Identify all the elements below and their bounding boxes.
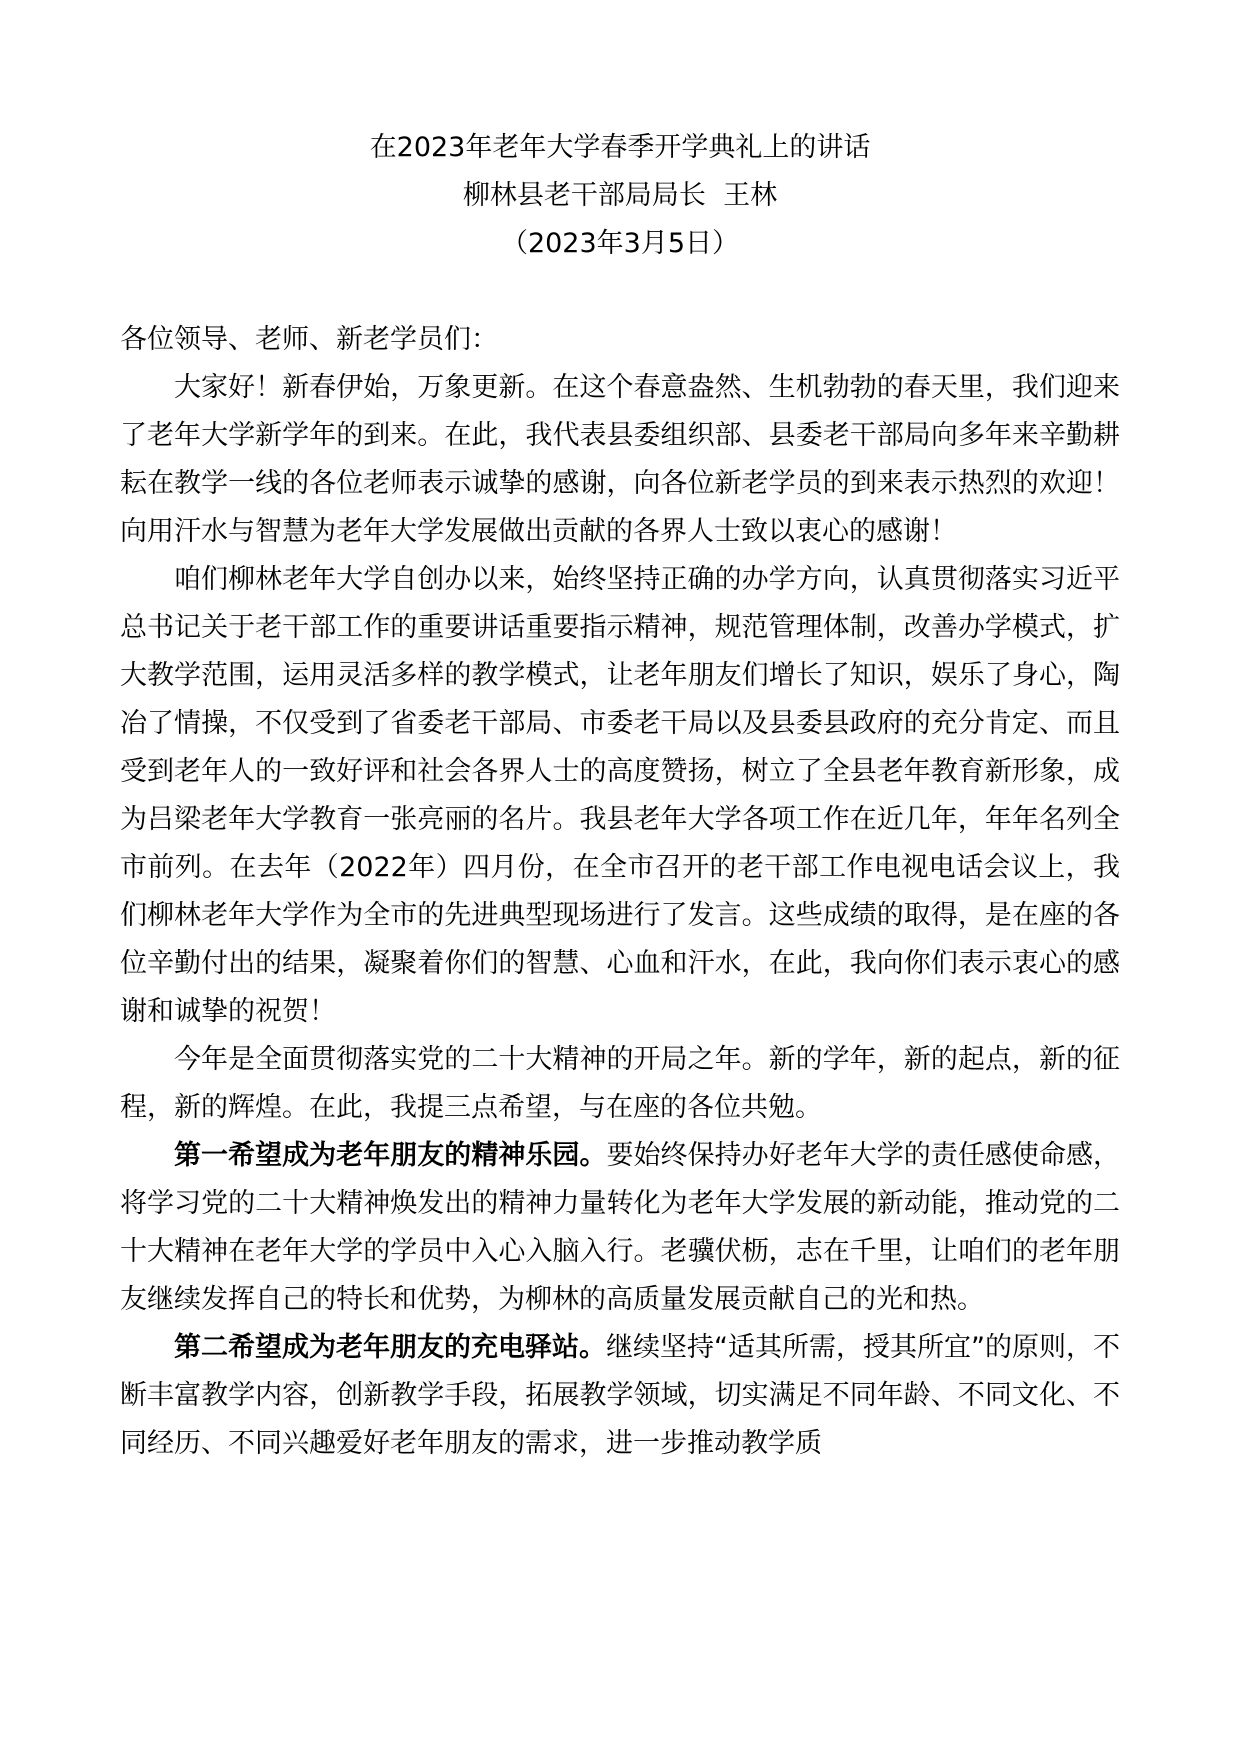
paragraph-lead: 第一希望成为老年朋友的精神乐园。 (174, 1140, 607, 1171)
paragraph-new-year (120, 1036, 1120, 1132)
document-title: 在2023年老年大学春季开学典礼上的讲话 (369, 132, 871, 163)
paragraph-text: 大家好！新春伊始，万象更新。在这个春意盎然、生机勃勃的春天里，我们迎来了老年大学新学年的到来。在此，我代表县委组织部、县委老干部局向多年来辛勤耕耘在教学一线的各位老师表示诚挚的感谢，向各位新老学员的到来表示热烈的欢迎！向用汗水与智慧为老年大学发展做出贡献的各界人士致以衷心的感谢！ (120, 372, 1120, 547)
paragraph-greeting (120, 364, 1120, 556)
paragraph-text: 咱们柳林老年大学自创办以来，始终坚持正确的办学方向，认真贯彻落实习近平总书记关于老干部工作的重要讲话重要指示精神，规范管理体制，改善办学模式，扩大教学范围，运用灵活多样的教学模式，让老年朋友们增长了知识，娱乐了身心，陶冶了情操，不仅受到了省委老干部局、市委老干局以及县委县政府的充分肯定、而且受到老年人的一致好评和社会各界人士的高度赞扬，树立了全县老年教育新形象，成为吕梁老年大学教育一张亮丽的名片。我县老年大学各项工作在近几年，年年名列全市前列。在去年（2022年）四月份，在全市召开的老干部工作电视电话会议上，我们柳林老年大学作为全市的先进典型现场进行了发言。这些成绩的取得，是在座的各位辛勤付出的结果，凝聚着你们的智慧、心血和汗水，在此，我向你们表示衷心的感谢和诚挚的祝贺！ (120, 564, 1120, 1027)
speaker-line: 柳林县老干部局局长 王林 (462, 180, 778, 211)
paragraph-text: 继续坚持“适其所需，授其所宜”的原则，不断丰富教学内容，创新教学手段，拓展教学领域，切实满足不同年龄、不同文化、不同经历、不同兴趣爱好老年朋友的需求，进一步推动教学质 (120, 1332, 1120, 1459)
paragraph-text: 要始终保持办好老年大学的责任感使命感，将学习党的二十大精神焕发出的精神力量转化为老年大学发展的新动能，推动党的二十大精神在老年大学的学员中入心入脑入行。老骥伏枥，志在千里，让咱们的老年朋友继续发挥自己的特长和优势，为柳林的高质量发展贡献自己的光和热。 (120, 1140, 1121, 1315)
paragraph-lead: 第二希望成为老年朋友的充电驿站。 (174, 1332, 607, 1363)
salutation: 各位领导、老师、新老学员们： (120, 324, 498, 355)
paragraph-hope-one (120, 1132, 1120, 1324)
document-body (120, 316, 1120, 1468)
paragraph-text: 今年是全面贯彻落实党的二十大精神的开局之年。新的学年，新的起点，新的征程，新的辉煌。在此，我提三点希望，与在座的各位共勉。 (120, 1044, 1120, 1123)
paragraph-achievements (120, 556, 1120, 1036)
paragraph-hope-two (120, 1324, 1120, 1468)
speech-date: （2023年3月5日） (500, 228, 740, 259)
document-header (0, 124, 1240, 268)
